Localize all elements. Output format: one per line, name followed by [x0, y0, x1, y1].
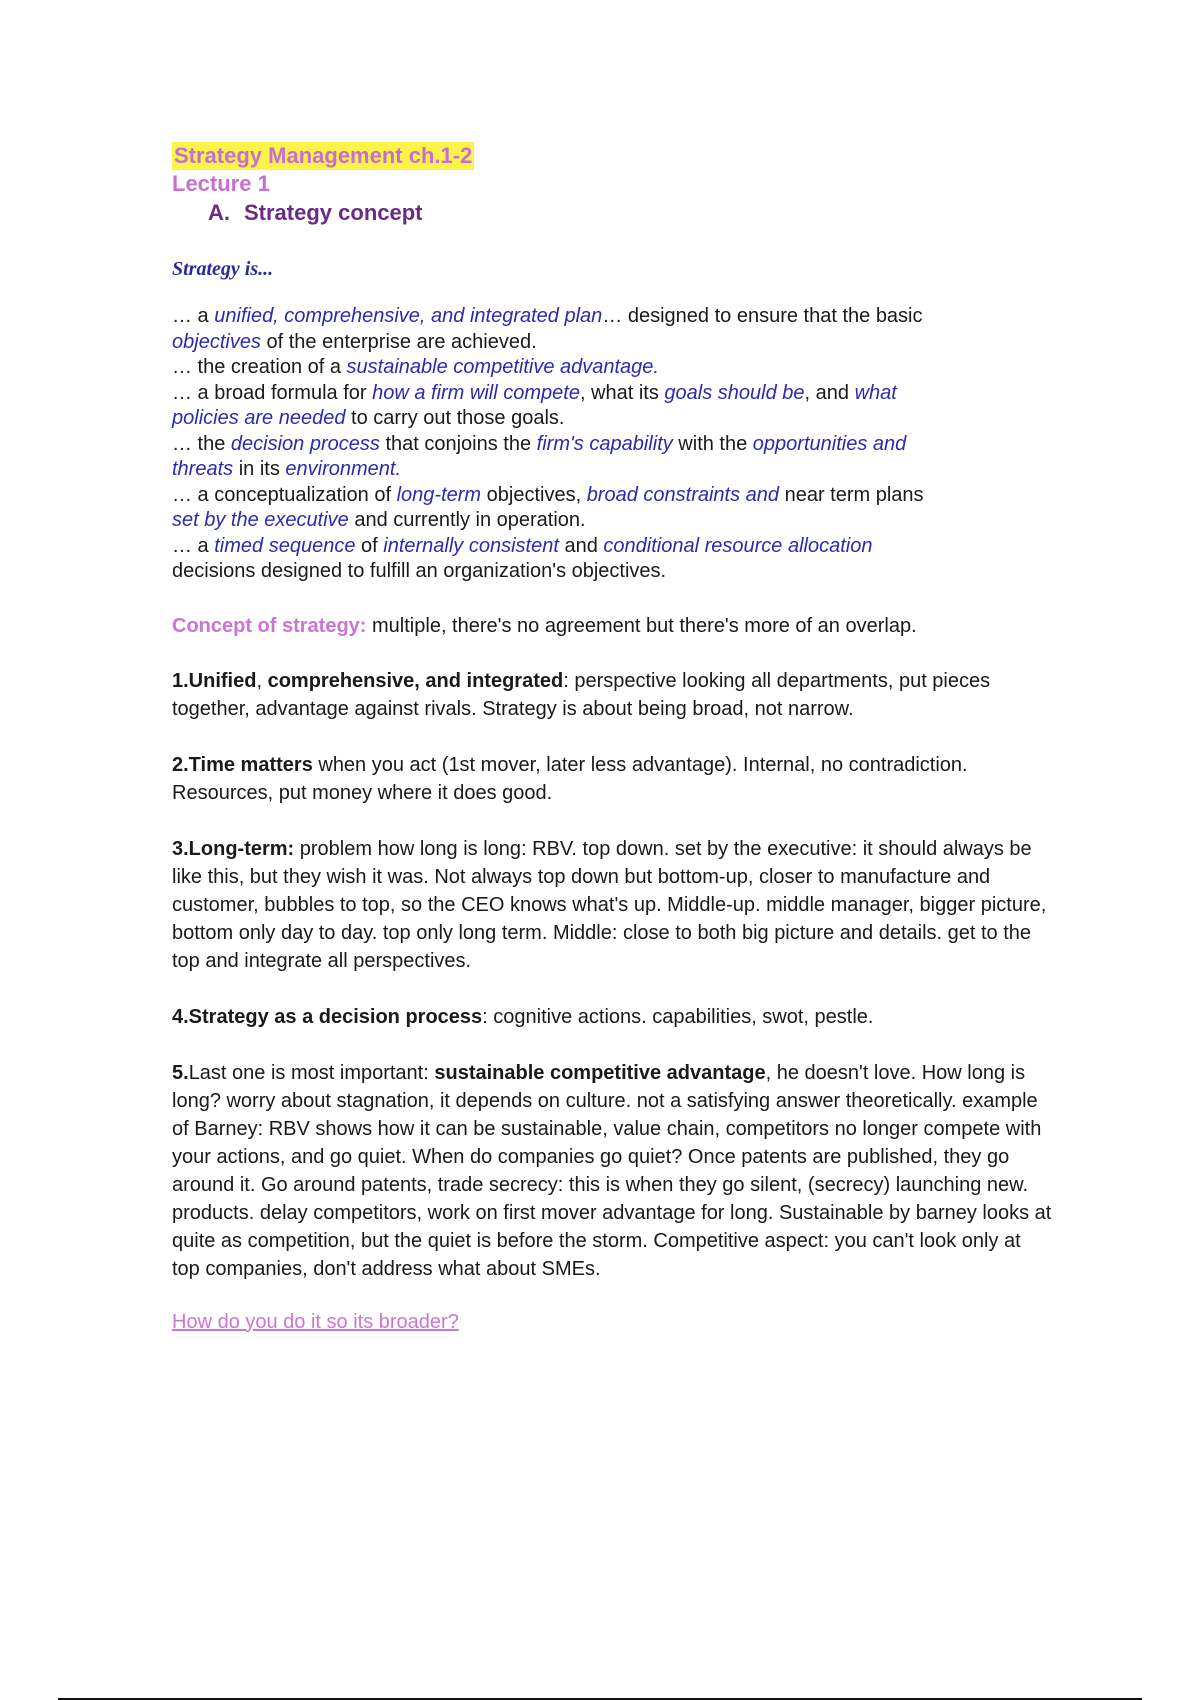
document-page [172, 142, 1052, 1335]
point-text: problem how long is long: RBV. top down. set by the executive: it should always be like this, but they wish it was. Not always top down but bottom-up, closer to manufacture and customer, bubbles to top, so the CEO knows what's up. Middle-up. middle manager, bigger picture, bottom only day to day. top only long term. Middle: close to both big picture and details. get to the top and integrate all perspectives. [172, 837, 1047, 972]
lecture-heading: Lecture 1 [172, 171, 270, 196]
point-2 [172, 751, 1052, 807]
definition-text: … designed to ensure that the basic [602, 305, 923, 327]
point-1 [172, 667, 1052, 723]
definition-highlight: sustainable competitive advantage. [346, 356, 659, 378]
definition-highlight: long-term [396, 483, 482, 506]
definition-line [172, 355, 952, 381]
definition-highlight: internally consistent [383, 534, 559, 557]
section-title: Strategy concept [244, 200, 423, 225]
point-5 [172, 1059, 1052, 1283]
definition-highlight: unified, comprehensive, and integrated plan [214, 305, 603, 327]
definition-highlight: conditional resource allocation [603, 534, 873, 557]
definition-text: in its [233, 458, 286, 480]
definition-highlight: broad constraints and [586, 483, 780, 506]
point-text: , he doesn't love. How long is long? worry about stagnation, it depends on culture. not a satisfying answer theoretically. example of Barney: RBV shows how it can be sustainable, value chain, competitors no longer compete with your actions, and go quiet. When do companies go quiet? Once patents are published, they go around it. Go around patents, trade secrecy: this is when they go silent, (secrecy) launching new. products. delay competitors, work on first mover advantage for long. Sustainable by barney looks at quite as competition, but the quiet is before the storm. Competitive aspect: you can't look only at top companies, don't address what about SMEs. [172, 1061, 1052, 1280]
broader-question-link[interactable]: How do you do it so its broader? [172, 1310, 459, 1333]
definition-text: … a broad formula for [172, 381, 373, 404]
definition-highlight: opportunities and threats [172, 432, 907, 480]
definition-text: … the creation of a [172, 356, 347, 378]
point-text: : cognitive actions. capabilities, swot, pestle. [482, 1005, 874, 1028]
strategy-is-heading: Strategy is... [172, 258, 274, 280]
definition-line [172, 534, 952, 585]
definition-highlight: how a firm will compete [372, 381, 580, 404]
definition-line [172, 483, 952, 534]
point-bold: 1.Unified [172, 669, 257, 692]
definition-text: , what its [579, 381, 665, 404]
definition-text: of [355, 534, 384, 557]
point-4 [172, 1003, 1052, 1031]
section-letter: A. [208, 200, 230, 225]
document-title: Strategy Management ch.1-2 [174, 143, 473, 168]
definition-text: , and [804, 381, 855, 404]
definition-text: … the [172, 432, 231, 455]
definition-text: … a conceptualization of [172, 483, 397, 506]
definition-text: and [558, 534, 604, 557]
point-bold: comprehensive, and integrated [267, 669, 564, 692]
definition-line [172, 304, 952, 355]
definition-text: with the [672, 432, 753, 455]
definition-text: near term plans [779, 483, 924, 506]
definition-text: that conjoins the [379, 432, 537, 455]
point-bold: 2.Time matters [172, 753, 313, 776]
definition-highlight: environment. [285, 458, 402, 480]
section-heading [208, 198, 1052, 228]
definition-text: decisions designed to fulfill an organization's objectives. [172, 560, 667, 582]
concept-of-strategy [172, 613, 1052, 639]
point-bold: 4.Strategy as a decision process [172, 1005, 483, 1028]
definition-line [172, 381, 952, 432]
definition-text: … a [172, 305, 215, 327]
point-bold: 3.Long-term: [172, 837, 295, 860]
point-bold: 5. [172, 1061, 189, 1084]
definition-line [172, 432, 952, 483]
definitions-block [172, 304, 952, 585]
definition-text: to carry out those goals. [345, 407, 565, 429]
definition-text: of the enterprise are achieved. [260, 330, 537, 353]
definition-text: and currently in operation. [348, 509, 586, 531]
point-3 [172, 835, 1052, 975]
definition-highlight: decision process [230, 432, 380, 455]
title-row [172, 142, 1052, 170]
point-text: : perspective looking all departments, put pieces together, advantage against rivals. Strategy is about being broad, not narrow. [172, 669, 991, 720]
concept-text: multiple, there's no agreement but there's more of an overlap. [366, 614, 917, 637]
definition-text: objectives, [481, 483, 587, 506]
definition-highlight: goals should be [664, 381, 805, 404]
definition-highlight: firm's capability [536, 432, 673, 455]
point-text: Last one is most important: [188, 1061, 435, 1084]
concept-label: Concept of strategy: [172, 614, 367, 637]
point-text: , [256, 669, 268, 692]
definition-highlight: set by the executive [172, 509, 349, 531]
definition-text: … a [172, 534, 215, 557]
point-text: when you act (1st mover, later less advantage). Internal, no contradiction. Resources, put money where it does good. [172, 753, 968, 804]
definition-highlight: timed sequence [214, 534, 356, 557]
definition-highlight: objectives [172, 330, 261, 353]
point-bold: sustainable competitive advantage [434, 1061, 766, 1084]
definition-highlight: what policies are needed [172, 381, 897, 429]
